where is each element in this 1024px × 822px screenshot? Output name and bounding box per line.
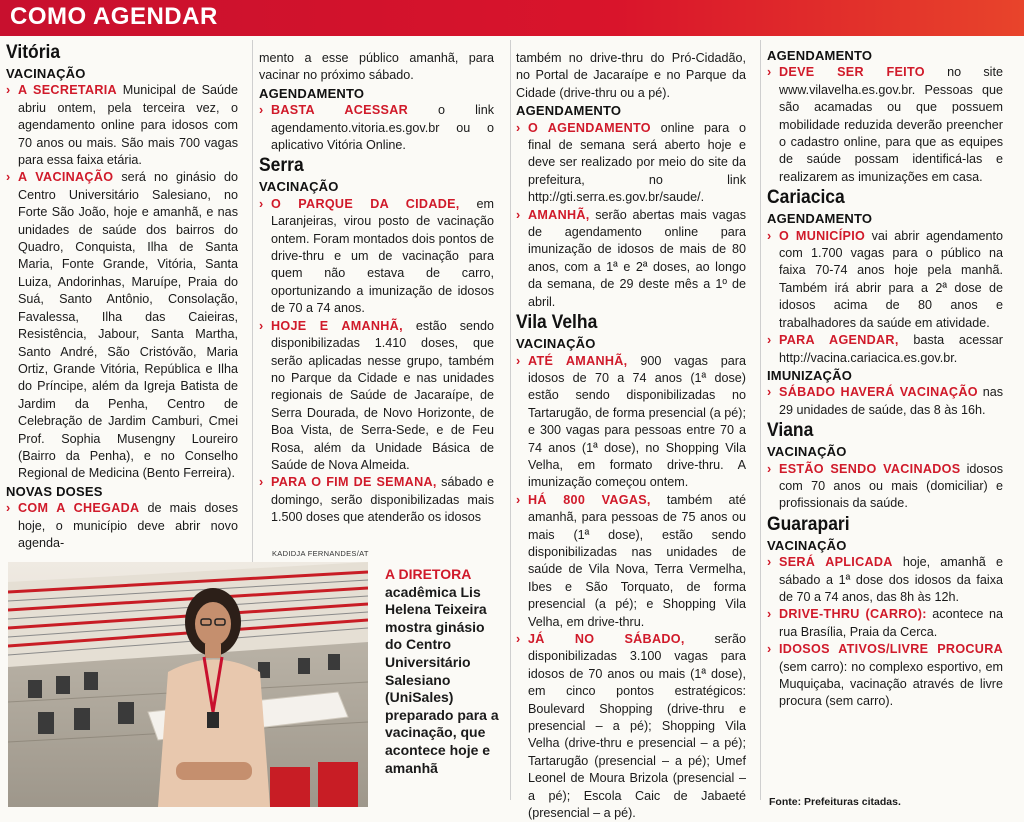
section-heading: NOVAS DOSES <box>6 483 103 499</box>
arrow-icon: › <box>259 103 264 118</box>
news-item: › DEVE SER FEITO no site www.vilavelha.es.gov.br. Pessoas que são acamadas ou que possuem mobilidade reduzida deverão preencher o cadastro online, para que as equipes de saúde possam identificá-las e realizarem as imunizações em casa. <box>767 65 1003 184</box>
news-item: › DRIVE-THRU (CARRO): acontece na rua Brasília, Praia da Cerca. <box>767 607 1003 639</box>
news-item: › IDOSOS ATIVOS/LIVRE PROCURA (sem carro): no complexo esportivo, em Muquiçaba, vacinação através de livre procura (sem carro). <box>767 642 1003 709</box>
news-item: › O PARQUE DA CIDADE, em Laranjeiras, virou posto de vacinação ontem. Foram montados dois pontos de drive-thru e um de vacinação para quem não estava de carro, oportunizando a imunização de idosos de 70 a 74 anos. <box>259 196 494 316</box>
arrow-icon: › <box>6 83 11 98</box>
column-vitoria <box>6 41 238 552</box>
news-item: › HOJE E AMANHÃ, estão sendo disponibilizadas 1.410 doses, que serão aplicadas nesse grupo, também no Parque da Cidade e nas unidades regionais de Saúde de Jacaraípe, de Serra Dourada, de Novo Horizonte, de Boa Vista, de Serra-Sede, e de Feu Rosa, além da Unidade Básica de Saúde de Nova Almeida. <box>259 318 495 472</box>
arrow-icon: › <box>767 642 772 657</box>
city-heading-cariacica: Cariacica <box>767 187 845 209</box>
news-item: › AMANHÃ, serão abertas mais vagas de agendamento online para imunização de idosos de mais de 80 anos, com a 1ª e 2ª doses, ao longo da semana, de 29 deste mês a 1º de abril. <box>516 207 746 309</box>
arrow-icon: › <box>767 607 772 622</box>
news-item: › A SECRETARIA Municipal de Saúde abriu ontem, pela terceira vez, o agendamento online para idosos com 70 anos ou mais. São mais 700 vagas para essa faixa etária. <box>6 83 238 168</box>
news-item: › BASTA ACESSAR o link agendamento.vitoria.es.gov.br ou o aplicativo Vitória Online. <box>259 103 494 153</box>
column-divider <box>760 40 761 800</box>
arrow-icon: › <box>516 207 521 222</box>
news-item: › PARA O FIM DE SEMANA, sábado e domingo, serão disponibilizadas mais 1.500 doses que atenderão os idosos <box>259 475 494 525</box>
section-heading: VACINAÇÃO <box>516 336 596 352</box>
arrow-icon: › <box>767 65 772 80</box>
news-item: › JÁ NO SÁBADO, serão disponibilizadas 3.100 vagas para idosos de 70 anos ou mais (1ª dose), em cinco pontos estratégicos: Boulevard Shopping (drive-thru e presencial – a pé); Shopping Vila Velha (drive-thru e presencial – a pé); Tartarugão (presencial – a pé); Umef Leonel de Moura Brizola (presencial – a pé); Escola Caic de Jabaeté (presencial – a pé). <box>516 632 746 821</box>
arrow-icon: › <box>767 385 772 400</box>
column-cariacica-viana-guarapari <box>767 47 1003 711</box>
city-heading-guarapari: Guarapari <box>767 513 850 535</box>
column-divider <box>510 40 511 800</box>
continued-text: também no drive-thru do Pró-Cidadão, no Portal de Jacaraípe e no Parque da Cidade (drive-thru ou a pé). <box>516 51 746 100</box>
news-item: › SÁBADO HAVERÁ VACINAÇÃO nas 29 unidades de saúde, das 8 às 16h. <box>767 385 1003 417</box>
city-heading-viana: Viana <box>767 420 814 442</box>
news-item: › A VACINAÇÃO será no ginásio do Centro Universitário Salesiano, no Forte São João, hoje e amanhã, e nas unidades de saúde dos bairros do Quadro, Conquista, Ilha de Santa Maria, Fonte Grande, Vitória, Santa Luiza, Andorinhas, Maruípe, Praia do Suá, Santo Antônio, Consolação, Favalessa, Ilha das Caieiras, Resistência, Jabour, Santa Martha, Santo André, São Cristóvão, Maria Ortiz, Grande Vitória, República e Ilha do Príncipe, além da Igreja Batista de Jardim da Penha, Centro de Celebração de Jardim Camburi, Cmei Prof. Sophia Musengny Loureiro (Bairro da Penha), e no Conselho Regional de Medicina (Bento Ferreira). <box>6 170 238 481</box>
section-heading: VACINAÇÃO <box>767 537 847 553</box>
news-item: › ESTÃO SENDO VACINADOS idosos com 70 anos ou mais (domiciliar) e profissionais da saúde. <box>767 461 1004 511</box>
city-heading-serra: Serra <box>259 155 304 177</box>
arrow-icon: › <box>516 492 521 507</box>
photo-caption: A DIRETORA acadêmica Lis Helena Teixeira mostra ginásio do Centro Universitário Salesiano (UniSales) preparado para a vacinação, que acontece hoje e amanhã <box>385 566 499 776</box>
column-serra <box>259 50 494 527</box>
section-heading: VACINAÇÃO <box>767 444 847 460</box>
section-heading: VACINAÇÃO <box>259 179 339 195</box>
section-heading: VACINAÇÃO <box>6 66 86 81</box>
arrow-icon: › <box>516 632 521 646</box>
arrow-icon: › <box>767 461 772 476</box>
arrow-icon: › <box>767 333 772 348</box>
arrow-icon: › <box>516 353 521 368</box>
city-heading-vila-velha: Vila Velha <box>516 312 598 334</box>
banner-title: COMO AGENDAR <box>10 3 218 30</box>
section-heading: IMUNIZAÇÃO <box>767 367 853 383</box>
arrow-icon: › <box>767 228 772 243</box>
arrow-icon: › <box>259 318 264 333</box>
section-heading: AGENDAMENTO <box>516 103 622 119</box>
arrow-icon: › <box>6 501 11 516</box>
news-item: › COM A CHEGADA de mais doses hoje, o município deve abrir novo agenda- <box>6 501 239 550</box>
gym-photo-illustration <box>8 562 368 807</box>
gym-photo <box>8 562 368 807</box>
news-item: › O MUNICÍPIO vai abrir agendamento com 1.700 vagas para o público na faixa 70-74 anos hoje pela manhã. Também irá abrir para a 2ª dose de idosos acima de 80 anos e trabalhadores da saúde em atividade. <box>767 228 1003 330</box>
header-banner <box>0 0 1024 36</box>
news-item: › ATÉ AMANHÃ, 900 vagas para idosos de 70 a 74 anos (1ª dose) estão sendo disponibilizadas no Tartarugão, de forma presencial (a pé); e 300 vagas para pessoas entre 70 a 74 anos (1ª dose), no Shopping Vila Velha, em formato drive-thru. A imunização começou ontem. <box>516 353 746 490</box>
news-item: › HÁ 800 VAGAS, também até amanhã, para pessoas de 75 anos ou mais (1ª dose), estão sendo disponibilizadas nas unidades de saúde de Vila Nova, Terra Vermelha, Ibes e São Torquato, de forma presencial (a pé); e Shopping Vila Velha, em drive-thru. <box>516 492 747 629</box>
arrow-icon: › <box>516 120 521 135</box>
arrow-icon: › <box>259 475 264 490</box>
section-heading: AGENDAMENTO <box>767 211 873 227</box>
continued-text: mento a esse público amanhã, para vacinar no próximo sábado. <box>259 51 494 83</box>
arrow-icon: › <box>259 196 264 211</box>
arrow-icon: › <box>767 555 772 570</box>
arrow-icon: › <box>6 170 11 185</box>
news-item: › PARA AGENDAR, basta acessar http://vacina.cariacica.es.gov.br. <box>767 333 1003 365</box>
column-vila-velha <box>516 50 746 822</box>
news-item: › O AGENDAMENTO online para o final de semana será aberto hoje e deve ser realizado por meio do site da prefeitura, no link http://gti.serra.es.gov.br/saude/. <box>516 120 746 205</box>
section-heading: AGENDAMENTO <box>767 48 873 63</box>
source-note: Fonte: Prefeituras citadas. <box>769 796 901 808</box>
news-item: › SERÁ APLICADA hoje, amanhã e sábado a 1ª dose dos idosos da faixa de 70 a 74 anos, das 8h às 12h. <box>767 555 1003 604</box>
photo-credit: KADIDJA FERNANDES/AT <box>272 549 369 558</box>
city-heading-vitoria: Vitória <box>6 42 61 63</box>
section-heading: AGENDAMENTO <box>259 85 365 101</box>
